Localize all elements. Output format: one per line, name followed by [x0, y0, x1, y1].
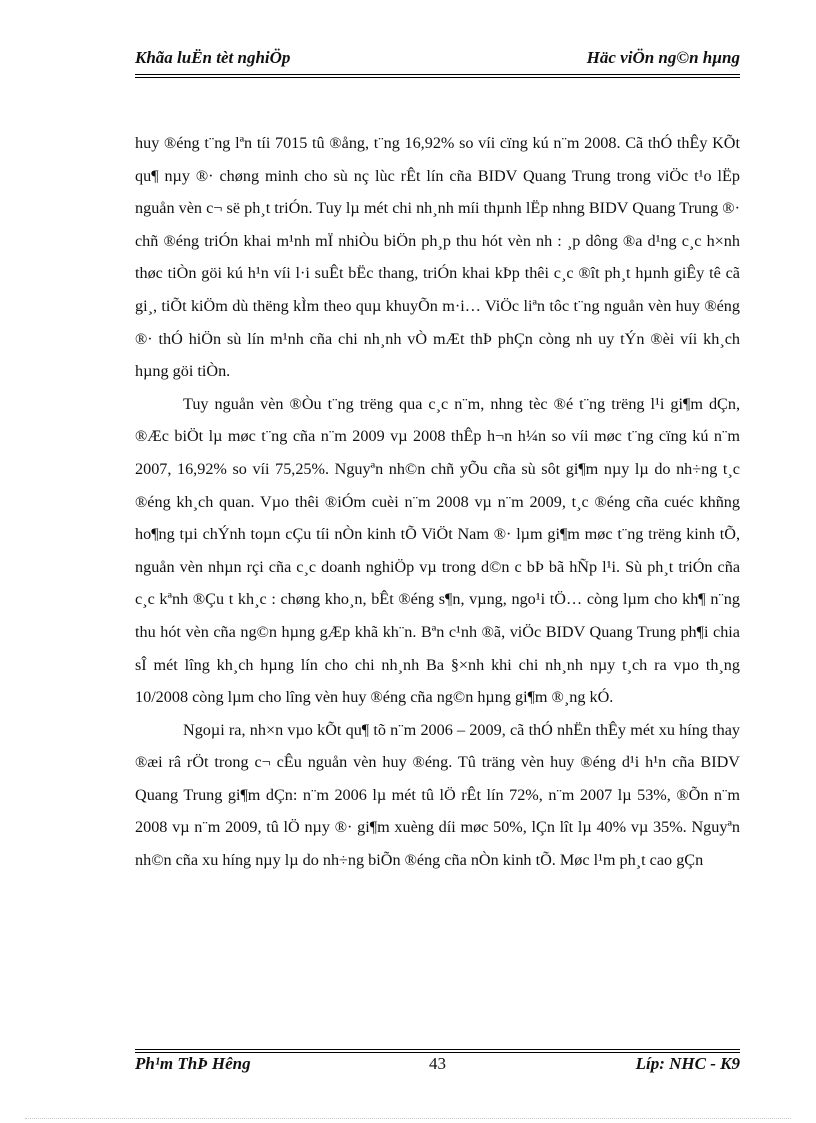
header-divider	[135, 74, 740, 78]
footer-class: Líp: NHC - K9	[635, 1054, 740, 1073]
footer-divider	[135, 1049, 740, 1053]
page-header	[135, 48, 740, 72]
paragraph-2: Tuy nguån vèn ®Òu t¨ng trëng qua c¸c n¨m, nhng tèc ®é t¨ng trëng l¹i gi¶m dÇn, ®Æc biÖt lµ møc t¨ng cña n¨m 2009 vµ 2008 thÊp h¬n h¼n so víi møc t¨ng cïng kú n¨m 2007, 16,92% so víi 75,25%. Nguyªn nh©n chñ yÕu cña sù sôt gi¶m nµy lµ do nh÷ng t¸c ®éng kh¸ch quan. Vµo thêi ®iÓm cuèi n¨m 2008 vµ n¨m 2009, t¸c ®éng cña cuéc khñng ho¶ng tµi chÝnh toµn cÇu tíi nÒn kinh tÕ ViÖt Nam ®· lµm gi¶m møc t¨ng trëng kinh tÕ, nguån vèn nhµn rçi cña c¸c doanh nghiÖp vµ trong d©n c bÞ bã hÑp l¹i. Sù ph¸t triÓn cña c¸c kªnh ®Çu t kh¸c : chøng kho¸n, bÊt ®éng s¶n, vµng, ngo¹i tÖ… còng lµm cho kh¶ n¨ng thu hót vèn cña ng©n hµng gÆp khã kh¨n. Bªn c¹nh ®ã, viÖc BIDV Quang Trung ph¶i chia sÎ mét lîng kh¸ch hµng lín cho chi nh¸nh Ba §×nh khi chi nh¸nh nµy t¸ch ra vµo th¸ng 10/2008 còng lµm cho lîng vèn huy ®éng cña ng©n hµng gi¶m ®¸ng kÓ.	[135, 394, 740, 707]
footer-author: Ph¹m ThÞ Hêng	[135, 1054, 251, 1073]
paragraph-3: Ngoµi ra, nh×n vµo kÕt qu¶ tõ n¨m 2006 – 2009, cã thÓ nhËn thÊy mét xu híng thay ®æi râ rÖt trong c¬ cÊu nguån vèn huy ®éng. Tû träng vèn huy ®éng d¹i h¹n cña BIDV Quang Trung gi¶m dÇn: n¨m 2006 lµ mét tû lÖ rÊt lín 72%, n¨m 2007 lµ 53%, ®Õn n¨m 2008 vµ n¨m 2009, tû lÖ nµy ®· gi¶m xuèng díi møc 50%, lÇn lît lµ 40% vµ 35%. Nguyªn nh©n cña xu híng nµy lµ do nh÷ng biÕn ®éng cña nÒn kinh tÕ. Møc l¹m ph¸t cao gÇn	[135, 720, 740, 870]
header-institution: Häc viÖn ng©n hµng	[586, 48, 740, 67]
paragraph-1: huy ®éng t¨ng lªn tíi 7015 tû ®ång, t¨ng 16,92% so víi cïng kú n¨m 2008. Cã thÓ thÊy KÕt qu¶ nµy ®· chøng minh cho sù nç lùc rÊt lín cña BIDV Quang Trung trong viÖc t¹o lËp nguån vèn c¬ së ph¸t triÓn. Tuy lµ mét chi nh¸nh míi thµnh lËp nhng BIDV Quang Trung ®· chñ ®éng triÓn khai m¹nh mÏ nhiÒu biÖn ph¸p thu hót vèn nh : ¸p dông ®a d¹ng c¸c h×nh thøc tiÒn göi kú h¹n víi l·i suÊt bËc thang, triÓn khai kÞp thêi c¸c ®ît ph¸t hµnh giÊy tê cã gi¸, tiÕt kiÖm dù thëng kÌm theo quµ khuyÕn m·i… ViÖc liªn tôc t¨ng nguån vèn huy ®éng ®· thÓ hiÖn sù lín m¹nh cña chi nh¸nh vÒ mÆt thÞ phÇn còng nh uy tÝn ®èi víi kh¸ch hµng göi tiÒn.	[135, 134, 740, 381]
body-text	[135, 127, 740, 877]
header-thesis-title: Khãa luËn tèt nghiÖp	[135, 48, 291, 67]
page-footer	[135, 1054, 740, 1078]
page-edge-dotted-line	[25, 1118, 791, 1119]
page-number: 43	[429, 1054, 446, 1073]
